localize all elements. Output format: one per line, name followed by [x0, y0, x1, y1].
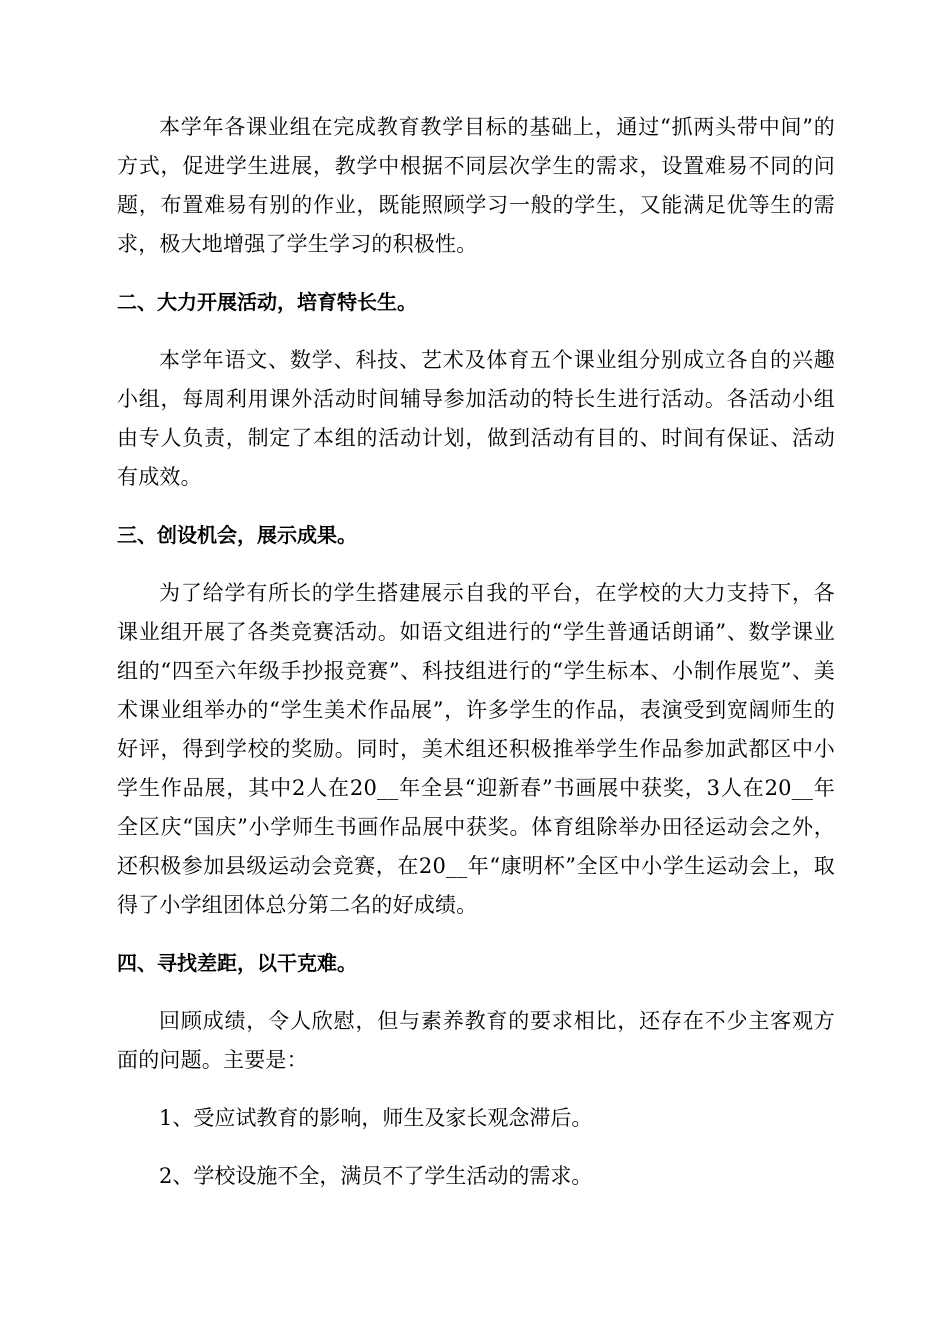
section-3-paragraph: 为了给学有所长的学生搭建展示自我的平台，在学校的大力支持下，各课业组开展了各类竞赛活动。如语文组进行的“学生普通话朗诵”、数学课业组的“四至六年级手抄报竞赛”、科技组进行的“学生标本、小制作展览”、美术课业组举办的“学生美术作品展”，许多学生的作品，表演受到宽阔师生的好评，得到学校的奖励。同时，美术组还积极推举学生作品参加武都区中小学生作品展，其中2人在20__年全县“迎新春”书画展中获奖，3人在20__年全区庆“国庆”小学师生书画作品展中获奖。体育组除举办田径运动会之外，还积极参加县级运动会竞赛，在20__年“康明杯”全区中小学生运动会上，取得了小学组团体总分第二名的好成绩。: [117, 581, 835, 917]
section-4-heading: 四、寻找差距，以干克难。: [117, 951, 357, 975]
problem-list-item-1: 1、受应试教育的影响，师生及家长观念滞后。: [159, 1106, 593, 1130]
section-2-heading: 二、大力开展活动，培育特长生。: [117, 290, 417, 314]
section-4-paragraph: 回顾成绩，令人欣慰，但与素养教育的要求相比，还存在不少主客观方面的问题。主要是：: [117, 1009, 835, 1072]
section-2-paragraph: 本学年语文、数学、科技、艺术及体育五个课业组分别成立各自的兴趣小组，每周利用课外活动时间辅导参加活动的特长生进行活动。各活动小组由专人负责，制定了本组的活动计划，做到活动有目的、时间有保证、活动有成效。: [117, 348, 835, 489]
problem-list-item-2: 2、学校设施不全，满员不了学生活动的需求。: [159, 1164, 593, 1188]
intro-paragraph: 本学年各课业组在完成教育教学目标的基础上，通过“抓两头带中间”的方式，促进学生进展，教学中根据不同层次学生的需求，设置难易不同的问题，布置难易有别的作业，既能照顾学习一般的学生，又能满足优等生的需求，极大地增强了学生学习的积极性。: [117, 115, 835, 256]
document-body: [117, 108, 835, 1215]
section-3-heading: 三、创设机会，展示成果。: [117, 523, 357, 547]
